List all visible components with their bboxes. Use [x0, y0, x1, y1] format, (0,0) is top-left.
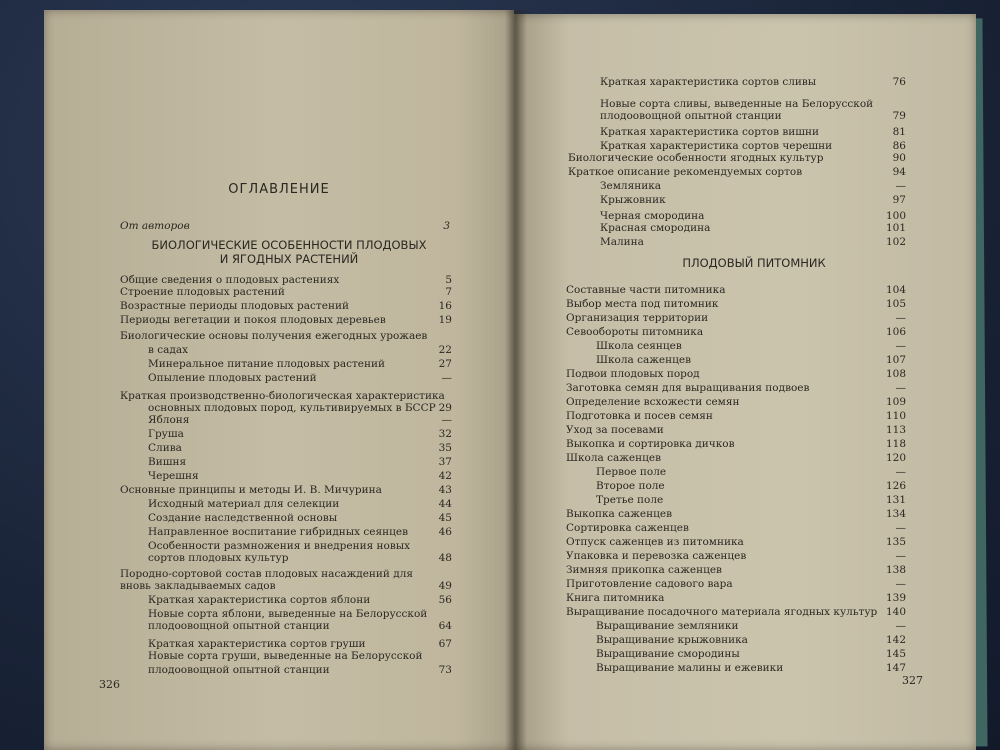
left-toc-entry: [148, 372, 452, 384]
left-toc-entry-text: плодоовощной опытной станции: [148, 620, 330, 632]
right-toc-bottom-entry-text: Уход за посевами: [566, 424, 664, 436]
left-toc-entry-page: 22: [438, 344, 452, 356]
right-toc-bottom-entry-page: 145: [885, 648, 906, 660]
right-toc-bottom-entry-text: Сортировка саженцев: [566, 522, 689, 534]
right-toc-bottom-entry: [566, 578, 906, 590]
right-toc-top-entry-page: 90: [892, 152, 906, 164]
right-toc-bottom-entry-page: 110: [885, 410, 906, 422]
left-toc-entry-text: Общие сведения о плодовых растениях: [120, 274, 340, 286]
right-toc-bottom-entry-page: 108: [885, 368, 906, 380]
right-toc-bottom-entry: [566, 592, 906, 604]
right-page: [514, 14, 976, 750]
right-toc-bottom-entry-text: Выбор места под питомник: [566, 298, 719, 310]
left-toc-entry-page: 37: [438, 456, 452, 468]
left-toc-entry: [120, 484, 452, 496]
left-toc-entry-text: Периоды вегетации и покоя плодовых деревьев: [120, 314, 386, 326]
right-toc-bottom-entry: [566, 452, 906, 464]
right-toc-bottom-entry-text: Выращивание посадочного материала ягодных культур: [566, 606, 878, 618]
left-toc-entry-page: 44: [438, 498, 452, 510]
left-toc-entry-text: Новые сорта яблони, выведенные на Белорусской: [148, 608, 428, 620]
right-toc-top-entry-text: Краткая характеристика сортов черешни: [600, 140, 833, 152]
left-toc-entry: [148, 470, 452, 482]
section-title-nursery: ПЛОДОВЫЙ ПИТОМНИК: [682, 256, 826, 270]
right-toc-bottom-entry-page: 109: [885, 396, 906, 408]
right-toc-bottom-entry-text: Зимняя прикопка саженцев: [566, 564, 722, 576]
right-toc-bottom-entry-page: 142: [885, 634, 906, 646]
left-toc-entry-text: Направленное воспитание гибридных сеянцев: [148, 526, 409, 538]
section-title-line: И ЯГОДНЫХ РАСТЕНИЙ: [219, 252, 359, 267]
right-toc-bottom-entry-page: 126: [885, 480, 906, 492]
left-toc-entry-page: 64: [438, 620, 452, 632]
right-toc-bottom-entry-text: Выращивание малины и ежевики: [596, 662, 784, 674]
left-toc-entry: [148, 664, 452, 676]
right-toc-bottom-entry-text: Отпуск саженцев из питомника: [566, 536, 744, 548]
left-toc-entry-page: 46: [438, 526, 452, 538]
left-toc-entry-text: Биологические основы получения ежегодных урожаев: [120, 330, 428, 342]
left-toc-entry: [148, 620, 452, 632]
right-toc-top-entry-page: —: [895, 180, 906, 192]
right-toc-bottom-entry: [566, 326, 906, 338]
left-toc-entry: [148, 358, 452, 370]
right-toc-bottom-entry: [596, 340, 906, 352]
right-toc-bottom-entry-page: 113: [885, 424, 906, 436]
right-toc-bottom-entry: [566, 522, 906, 534]
right-toc-top-entry-page: 81: [892, 126, 906, 138]
left-toc-entry-text: сортов плодовых культур: [148, 552, 289, 564]
right-toc-bottom-entry-text: Выращивание крыжовника: [596, 634, 748, 646]
right-toc-bottom-entry-page: —: [895, 382, 906, 394]
right-toc-bottom-entry-page: 135: [885, 536, 906, 548]
author-note-page: 3: [443, 220, 450, 232]
right-toc-bottom-entry-text: Подготовка и посев семян: [566, 410, 713, 422]
right-toc-bottom-entry-page: —: [895, 466, 906, 478]
left-toc-entry: [120, 300, 452, 312]
right-toc-bottom-entry-page: —: [895, 620, 906, 632]
left-toc-entry-text: Исходный материал для селекции: [148, 498, 340, 510]
right-toc-bottom-entry-text: Третье поле: [596, 494, 664, 506]
right-toc-bottom-entry-text: Выкопка и сортировка дичков: [566, 438, 735, 450]
right-toc-top-entry-text: Земляника: [600, 180, 662, 192]
right-toc-bottom-entry-text: Книга питомника: [566, 592, 665, 604]
right-toc-bottom-entry-text: Организация территории: [566, 312, 709, 324]
right-toc-top-entry: [600, 236, 906, 248]
right-toc-bottom-entry-page: —: [895, 522, 906, 534]
right-toc-bottom-entry-page: 118: [885, 438, 906, 450]
right-toc-bottom-entry-text: Школа саженцев: [566, 452, 662, 464]
right-toc-bottom-entry-page: —: [895, 340, 906, 352]
right-toc-bottom-entry: [566, 284, 906, 296]
right-toc-bottom-entry-text: Определение всхожести семян: [566, 396, 740, 408]
right-toc-bottom-entry-text: Первое поле: [596, 466, 667, 478]
toc-title: ОГЛАВЛЕНИЕ: [228, 182, 330, 197]
right-toc-bottom-entry-page: 138: [885, 564, 906, 576]
left-toc-entry: [148, 594, 452, 606]
left-toc-entry-text: Создание наследственной основы: [148, 512, 338, 524]
left-toc-entry: [120, 568, 452, 580]
left-toc-entry-text: Породно-сортовой состав плодовых насаждений для: [120, 568, 414, 580]
page-number-right: 327: [902, 674, 923, 687]
left-toc-entry-text: Новые сорта груши, выведенные на Белорусской: [148, 650, 423, 662]
right-toc-top-entry-page: 86: [892, 140, 906, 152]
right-toc-bottom-entry-text: Выращивание смородины: [596, 648, 740, 660]
right-toc-top-entry: [600, 210, 906, 222]
right-toc-bottom-entry: [566, 396, 906, 408]
page-number-left: 326: [99, 678, 120, 691]
right-toc-bottom-entry: [566, 312, 906, 324]
left-toc-entry-text: вновь закладываемых садов: [120, 580, 276, 592]
right-toc-bottom-entry: [566, 382, 906, 394]
right-toc-top-entry-page: 101: [885, 222, 906, 234]
left-toc-entry: [148, 498, 452, 510]
right-toc-bottom-entry: [596, 634, 906, 646]
right-toc-top-entry: [600, 140, 906, 152]
right-toc-bottom-entry-text: Упаковка и перевозка саженцев: [566, 550, 747, 562]
left-toc-entry-text: Груша: [148, 428, 184, 440]
right-toc-top-entry: [600, 98, 906, 110]
left-toc-entry-text: Яблоня: [148, 414, 190, 426]
left-toc-entry-page: —: [441, 372, 452, 384]
section-title-line: БИОЛОГИЧЕСКИЕ ОСОБЕННОСТИ ПЛОДОВЫХ: [151, 238, 427, 252]
right-toc-bottom-entry-page: 106: [885, 326, 906, 338]
left-toc-entry-text: Основные принципы и методы И. В. Мичурина: [120, 484, 382, 496]
right-toc-bottom-entry: [596, 354, 906, 366]
left-toc-entry-page: 16: [438, 300, 452, 312]
right-toc-bottom-entry-page: 105: [885, 298, 906, 310]
right-toc-bottom-entry-page: 140: [885, 606, 906, 618]
left-toc-entry-text: Строение плодовых растений: [120, 286, 285, 298]
right-toc-bottom-entry-text: Школа саженцев: [596, 354, 692, 366]
right-toc-top-entry: [600, 76, 906, 88]
right-toc-top-entry-text: Краткая характеристика сортов сливы: [600, 76, 817, 88]
right-toc-bottom-entry: [566, 424, 906, 436]
left-toc-entry: [148, 540, 452, 552]
right-toc-top-entry-page: 102: [885, 236, 906, 248]
left-toc-entry-text: плодоовощной опытной станции: [148, 664, 330, 676]
right-toc-bottom-entry: [596, 480, 906, 492]
right-toc-top-entry-text: Краткое описание рекомендуемых сортов: [568, 166, 803, 178]
right-toc-bottom-entry-page: —: [895, 578, 906, 590]
section-title-biology: [114, 238, 464, 267]
right-toc-top-entry-page: 79: [892, 110, 906, 122]
left-toc-entry: [148, 442, 452, 454]
right-toc-bottom-entry: [596, 494, 906, 506]
right-toc-bottom-entry-page: 104: [885, 284, 906, 296]
right-toc-bottom-entry: [596, 620, 906, 632]
right-toc-top-entry-text: Малина: [600, 236, 644, 248]
left-toc-entry: [148, 344, 452, 356]
left-toc-entry: [148, 456, 452, 468]
right-toc-bottom-entry: [566, 508, 906, 520]
right-toc-bottom-entry-text: Приготовление садового вара: [566, 578, 733, 590]
right-toc-bottom-entry-text: Подвои плодовых пород: [566, 368, 700, 380]
right-toc-bottom-entry: [566, 438, 906, 450]
left-toc-entry-page: 27: [438, 358, 452, 370]
left-toc-entry-page: 43: [438, 484, 452, 496]
right-toc-bottom-entry-text: Севообороты питомника: [566, 326, 704, 338]
right-toc-top-entry-text: Краткая характеристика сортов вишни: [600, 126, 819, 138]
left-toc-entry: [148, 428, 452, 440]
left-toc-entry: [148, 526, 452, 538]
left-toc-entry-page: 48: [438, 552, 452, 564]
right-toc-bottom-entry: [596, 648, 906, 660]
right-toc-top-entry: [600, 110, 906, 122]
right-toc-top-entry: [600, 180, 906, 192]
right-toc-top-entry-page: 100: [885, 210, 906, 222]
right-toc-bottom-entry: [596, 662, 906, 674]
right-toc-top-entry: [568, 152, 906, 164]
right-toc-bottom-entry-page: 131: [885, 494, 906, 506]
left-toc-entry-text: в садах: [148, 344, 189, 356]
right-toc-bottom-entry-page: 139: [885, 592, 906, 604]
left-page: [44, 10, 514, 750]
right-toc-bottom-entry-page: —: [895, 550, 906, 562]
right-toc-bottom-entry: [566, 536, 906, 548]
left-toc-entry-text: Особенности размножения и внедрения новых: [148, 540, 411, 552]
left-toc-entry-page: 32: [438, 428, 452, 440]
left-toc-entry-page: 19: [438, 314, 452, 326]
left-toc-entry-page: 7: [445, 286, 452, 298]
left-toc-entry-text: основных плодовых пород, культивируемых в БССР: [148, 402, 436, 414]
right-toc-bottom-entry-text: Выращивание земляники: [596, 620, 739, 632]
right-toc-top-entry-text: плодоовощной опытной станции: [600, 110, 782, 122]
left-toc-entry: [148, 414, 452, 426]
author-note: [120, 220, 450, 232]
right-toc-bottom-entry: [566, 564, 906, 576]
left-toc-entry: [120, 274, 452, 286]
right-toc-bottom-entry: [566, 550, 906, 562]
right-toc-bottom-entry: [566, 606, 906, 618]
right-toc-bottom-entry-page: 107: [885, 354, 906, 366]
right-toc-top-entry-page: 97: [892, 194, 906, 206]
right-toc-bottom-entry: [566, 410, 906, 422]
right-toc-bottom-entry-text: Второе поле: [596, 480, 665, 492]
left-toc-entry-text: Слива: [148, 442, 182, 454]
right-toc-bottom-entry-text: Выкопка саженцев: [566, 508, 673, 520]
right-toc-bottom-entry: [566, 368, 906, 380]
right-toc-bottom-entry: [596, 466, 906, 478]
left-toc-entry-text: Черешня: [148, 470, 199, 482]
right-toc-top-entry-text: Крыжовник: [600, 194, 666, 206]
left-toc-entry: [120, 314, 452, 326]
left-toc-entry: [120, 580, 452, 592]
right-toc-top-entry: [568, 166, 906, 178]
right-toc-top-entry-text: Красная смородина: [600, 222, 711, 234]
right-toc-bottom-entry: [566, 298, 906, 310]
right-toc-bottom-entry-page: 120: [885, 452, 906, 464]
left-toc-entry: [148, 608, 452, 620]
left-toc-entry: [148, 552, 452, 564]
left-toc-entry-text: Краткая характеристика сортов яблони: [148, 594, 371, 606]
book-gutter: [505, 10, 527, 750]
right-toc-top-entry-text: Черная смородина: [600, 210, 705, 222]
left-toc-entry-page: 5: [445, 274, 452, 286]
left-toc-entry: [120, 390, 452, 402]
left-toc-entry-text: Опыление плодовых растений: [148, 372, 317, 384]
right-toc-bottom-entry-text: Заготовка семян для выращивания подвоев: [566, 382, 810, 394]
left-toc-entry-page: 29: [438, 402, 452, 414]
left-toc-entry: [148, 512, 452, 524]
left-toc-entry-page: 42: [438, 470, 452, 482]
left-toc-entry-page: 73: [438, 664, 452, 676]
right-toc-top-entry-text: Новые сорта сливы, выведенные на Белорусской: [600, 98, 874, 110]
right-toc-top-entry-page: 76: [892, 76, 906, 88]
left-toc-entry-page: 56: [438, 594, 452, 606]
left-toc-entry-text: Возрастные периоды плодовых растений: [120, 300, 349, 312]
right-toc-bottom-entry-text: Школа сеянцев: [596, 340, 682, 352]
left-toc-entry-text: Вишня: [148, 456, 187, 468]
left-toc-entry-text: Минеральное питание плодовых растений: [148, 358, 385, 370]
left-toc-entry-page: 49: [438, 580, 452, 592]
left-toc-entry: [148, 638, 452, 650]
left-toc-entry: [148, 650, 452, 662]
left-toc-entry: [120, 330, 452, 342]
right-toc-bottom-entry-page: 147: [885, 662, 906, 674]
left-toc-entry-text: Краткая характеристика сортов груши: [148, 638, 366, 650]
left-toc-entry-page: 35: [438, 442, 452, 454]
author-note-text: От авторов: [120, 220, 190, 232]
right-toc-top-entry-text: Биологические особенности ягодных культур: [568, 152, 824, 164]
left-toc-entry: [120, 286, 452, 298]
left-toc-entry-page: —: [441, 414, 452, 426]
right-toc-bottom-entry-page: 134: [885, 508, 906, 520]
right-toc-top-entry: [600, 194, 906, 206]
left-toc-entry-page: 45: [438, 512, 452, 524]
left-toc-entry: [148, 402, 452, 414]
right-toc-top-entry-page: 94: [892, 166, 906, 178]
left-toc-entry-page: 67: [438, 638, 452, 650]
right-toc-bottom-entry-text: Составные части питомника: [566, 284, 726, 296]
right-toc-top-entry: [600, 126, 906, 138]
right-toc-bottom-entry-page: —: [895, 312, 906, 324]
right-toc-top-entry: [600, 222, 906, 234]
left-toc-entry-text: Краткая производственно-биологическая характеристика: [120, 390, 445, 402]
